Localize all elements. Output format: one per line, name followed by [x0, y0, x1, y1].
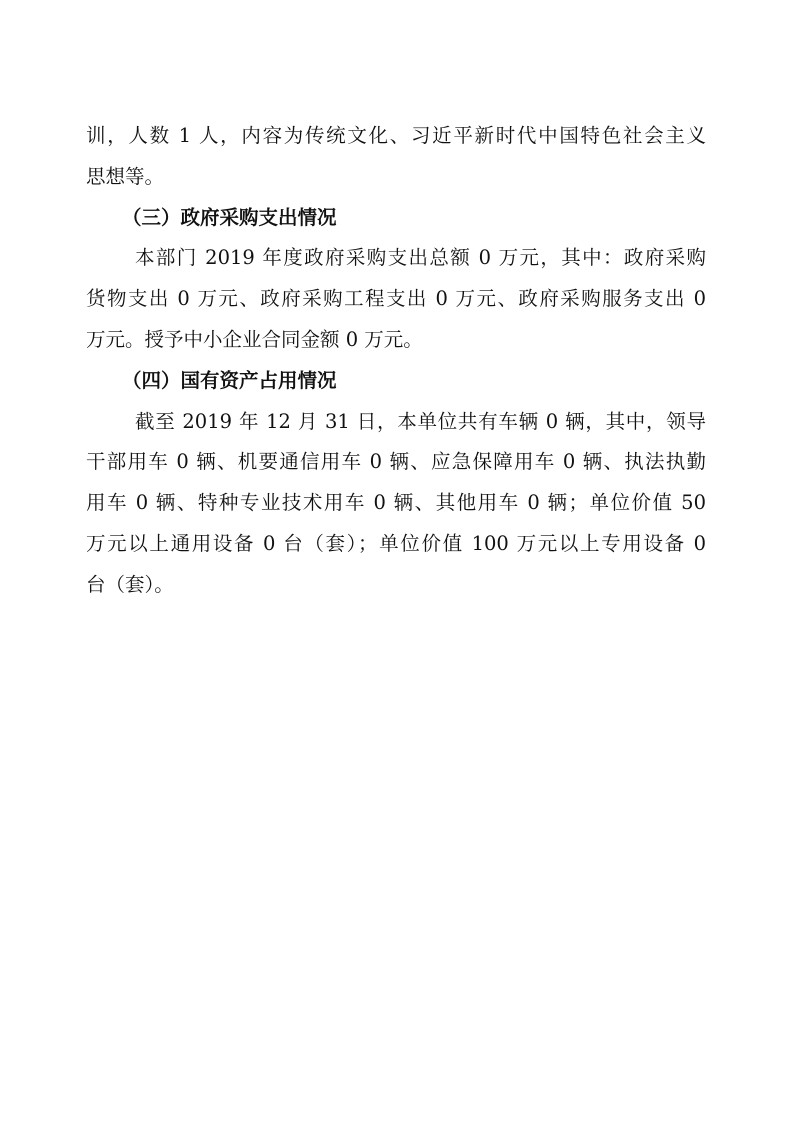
paragraph-line: 干部用车 0 辆、机要通信用车 0 辆、应急保障用车 0 辆、执法执勤	[86, 450, 706, 474]
section-heading-procurement: （三）政府采购支出情况	[122, 205, 337, 229]
paragraph-line: 万元以上通用设备 0 台（套）；单位价值 100 万元以上专用设备 0	[86, 531, 706, 555]
document-body	[86, 116, 706, 606]
paragraph-line: 截至 2019 年 12 月 31 日，本单位共有车辆 0 辆，其中，领导	[135, 409, 706, 433]
paragraph-line: 训，人数 1 人，内容为传统文化、习近平新时代中国特色社会主义	[86, 124, 706, 147]
paragraph-line: 台（套）。	[86, 572, 174, 596]
section-procurement	[86, 198, 706, 361]
paragraph-line: 货物支出 0 万元、政府采购工程支出 0 万元、政府采购服务支出 0	[86, 287, 706, 311]
training-paragraph	[86, 116, 706, 198]
paragraph-line: 万元。授予中小企业合同金额 0 万元。	[86, 327, 423, 351]
section-heading-state-assets: （四）国有资产占用情况	[122, 368, 337, 392]
paragraph-line: 思想等。	[86, 164, 165, 188]
paragraph-line: 用车 0 辆、特种专业技术用车 0 辆、其他用车 0 辆；单位价值 50	[86, 491, 706, 515]
paragraph-line: 本部门 2019 年度政府采购支出总额 0 万元，其中：政府采购	[135, 246, 706, 270]
section-state-assets	[86, 361, 706, 606]
